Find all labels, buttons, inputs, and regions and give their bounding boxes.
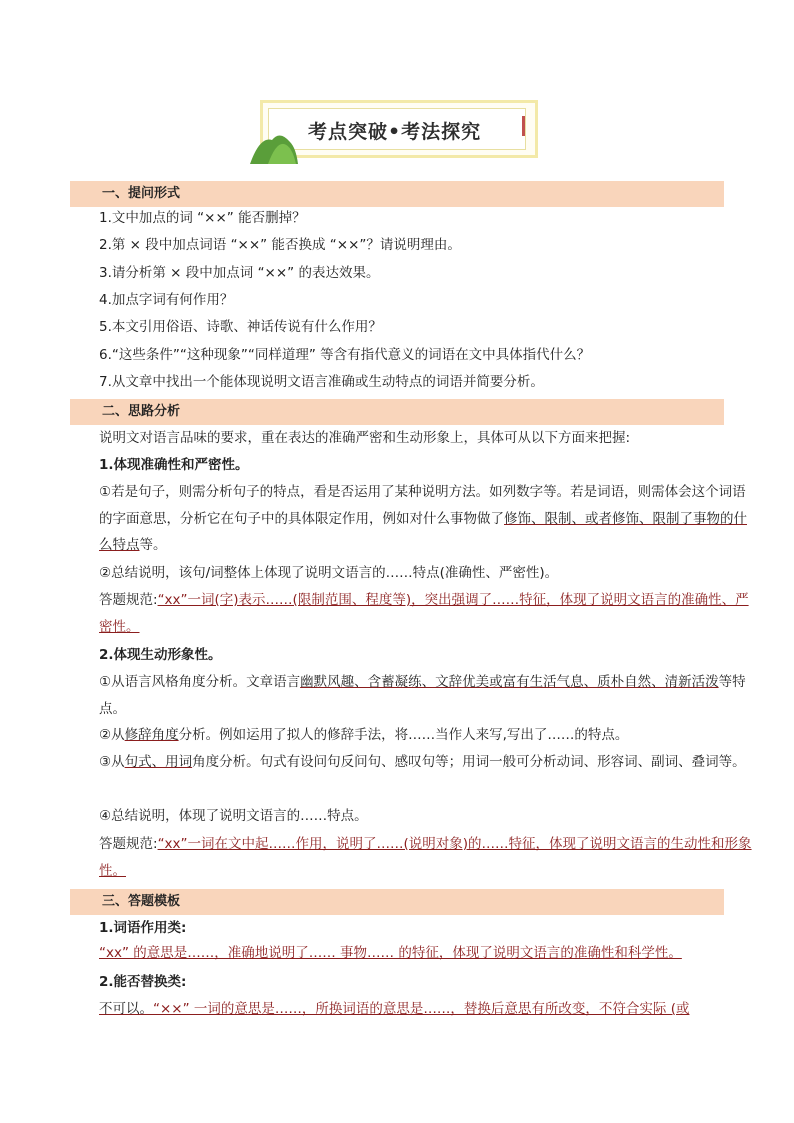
underlined-text: 幽默风趣、含蓄凝练、文辞优美或富有生活气息、质朴自然、清新活泼 — [300, 674, 719, 690]
subheading-vividness: 2.体现生动形象性。 — [99, 647, 222, 663]
paragraph-text: 等特点。 — [99, 674, 746, 717]
template-text: 不可以。 — [99, 1001, 153, 1017]
paragraph-text: 角度分析。句式有设问句反问句、感叹句等；用词一般可分析动词、形容词、副词、叠词等。 — [192, 754, 746, 770]
section-heading-3: 三、答题模板 — [70, 889, 724, 915]
section-heading-2: 二、思路分析 — [70, 399, 724, 425]
template-word-function — [70, 940, 753, 967]
paragraph-text: 分析。例如运用了拟人的修辞手法，将……当作人来写,写出了……的特点。 — [178, 727, 629, 743]
underlined-text: 修饰、限制、或者修饰、限制了事物的什么特点 — [99, 510, 747, 553]
template-text: “xx” 的意思是……，准确地说明了…… 事物…… 的特征，体现了说明文语言的准确性和科学性。 — [99, 945, 682, 961]
answer-norm-text: “xx”一词(字)表示……(限制范围、程度等)，突出强调了……特征，体现了说明文语言的准确性、严密性。 — [99, 592, 749, 635]
paragraph-rhetoric — [70, 722, 753, 749]
answer-norm-text: “xx”一词在文中起……作用，说明了……(说明对象)的……特征，体现了说明文语言的生动性和形象性。 — [99, 836, 752, 879]
paragraph-text: ①若是句子，则需分析句子的特点，看是否运用了某种说明方法。如列数字等。若是词语，则需体会这个词语的字面意思，分析它在句子中的具体限定作用，例如对什么事物做了 — [99, 484, 746, 527]
paragraph-text: 等。 — [139, 537, 167, 553]
banner-title: 考点突破•考法探究 — [308, 121, 482, 143]
answer-norm-label: 答题规范: — [99, 836, 158, 852]
banner-accent-bar — [522, 116, 525, 136]
paragraph-sentence-words — [70, 749, 753, 776]
answer-norm-label: 答题规范: — [99, 592, 158, 608]
question-item: 6.“这些条件”“这种现象”“同样道理” 等含有指代意义的词语在文中具体指代什么？ — [99, 347, 591, 363]
subheading-accuracy: 1.体现准确性和严密性。 — [99, 457, 249, 473]
paragraph-text: ②从 — [99, 727, 125, 743]
intro-text: 说明文对语言品味的要求，重在表达的准确严密和生动形象上，具体可从以下方面来把握: — [99, 430, 631, 446]
underlined-text: 句式、用词 — [124, 754, 193, 770]
subheading-word-function: 1.词语作用类: — [99, 920, 187, 936]
question-item: 4.加点字词有何作用？ — [99, 292, 234, 308]
subheading-replace: 2.能否替换类: — [99, 974, 187, 990]
paragraph-text: ①从语言风格角度分析。文章语言 — [99, 674, 301, 690]
question-item: 2.第 × 段中加点词语 “××” 能否换成 “××”？请说明理由。 — [99, 237, 461, 253]
underlined-text: 修辞角度 — [124, 727, 179, 743]
template-text: “××” 一词的意思是……，所换词语的意思是……，替换后意思有所改变，不符合实际 (或 — [153, 1001, 690, 1017]
template-replace — [99, 996, 724, 1023]
paragraph-style-analysis — [70, 669, 753, 722]
paragraph-text: ③从 — [99, 754, 125, 770]
answer-norm-vividness — [70, 831, 753, 884]
paragraph-sentence-analysis — [70, 479, 753, 559]
section-heading-1: 一、提问形式 — [70, 181, 724, 207]
question-item: 7.从文章中找出一个能体现说明文语言准确或生动特点的词语并简要分析。 — [99, 374, 544, 390]
question-item: 3.请分析第 × 段中加点词 “××” 的表达效果。 — [99, 265, 380, 281]
paragraph-summary-2: ④总结说明，体现了说明文语言的……特点。 — [99, 808, 368, 824]
paragraph-summary: ②总结说明，该句/词整体上体现了说明文语言的……特点(准确性、严密性)。 — [99, 565, 559, 581]
answer-norm-accuracy — [70, 587, 753, 640]
section-banner — [250, 100, 540, 162]
hill-icon — [250, 130, 300, 164]
question-item: 5.本文引用俗语、诗歌、神话传说有什么作用？ — [99, 319, 382, 335]
question-item: 1.文中加点的词 “××” 能否删掉？ — [99, 210, 306, 226]
